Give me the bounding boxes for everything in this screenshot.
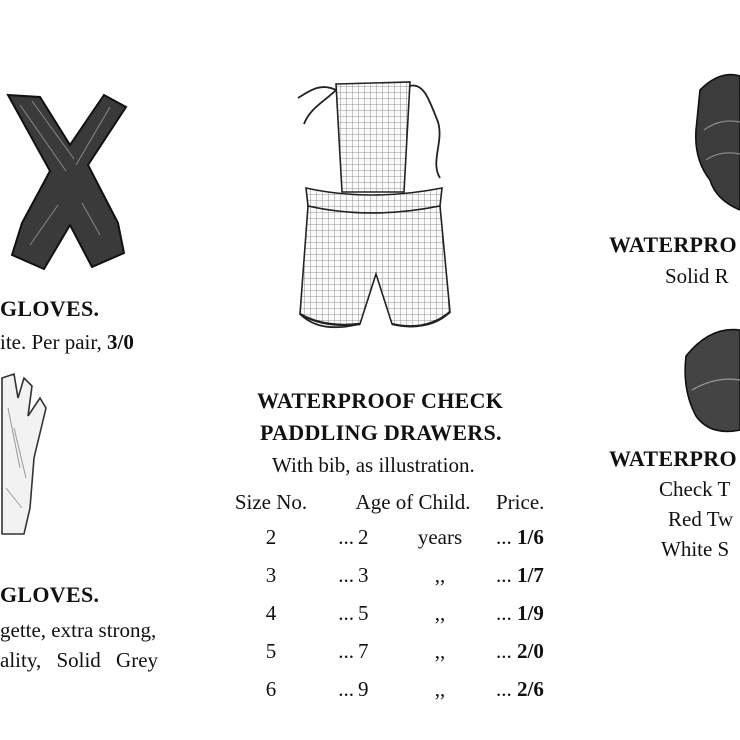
table-row xyxy=(222,670,576,708)
unit-cell: years xyxy=(417,524,463,549)
price-dots: ... xyxy=(496,676,517,701)
price-cell xyxy=(496,670,576,708)
waterproof-bottom-line1: Check T xyxy=(659,477,731,501)
price-dots: ... xyxy=(496,638,517,663)
price-value: 1/9 xyxy=(517,600,544,625)
age-cell: 3 xyxy=(358,562,369,587)
dots-cell: ... xyxy=(338,524,354,549)
table-row xyxy=(222,518,576,556)
size-cell: 5 xyxy=(265,638,277,663)
size-cell: 6 xyxy=(265,676,277,701)
unit-cell: ,, xyxy=(434,638,446,663)
size-price-table xyxy=(222,486,576,708)
price-cell xyxy=(496,594,576,632)
size-cell: 3 xyxy=(265,562,277,587)
price-value: 1/6 xyxy=(517,524,544,549)
header-price: Price. xyxy=(496,489,545,514)
age-cell: 9 xyxy=(358,676,369,701)
gloves-illustration-bottom xyxy=(0,368,60,538)
bonnet-illustration-bottom xyxy=(680,320,740,440)
waterproof-top-heading: WATERPRO xyxy=(609,232,737,257)
price-dots: ... xyxy=(496,600,517,625)
drawers-title-line1: WATERPROOF CHECK xyxy=(257,388,504,413)
age-cell: 7 xyxy=(358,638,369,663)
price-value: 2/0 xyxy=(517,638,544,663)
price-dots: ... xyxy=(496,562,517,587)
table-header-row xyxy=(222,486,576,518)
gloves-bottom-heading: GLOVES. xyxy=(0,582,100,607)
header-age: Age of Child. xyxy=(355,489,471,514)
waterproof-bottom-line2: Red Tw xyxy=(668,507,734,531)
gloves-illustration-top xyxy=(0,85,140,275)
price-value: 1/7 xyxy=(517,562,544,587)
size-cell: 4 xyxy=(265,600,277,625)
price-cell xyxy=(496,518,576,556)
price-cell xyxy=(496,556,576,594)
gloves-top-price: 3/0 xyxy=(107,330,134,354)
waterproof-bottom-line3: White S xyxy=(661,537,730,561)
dots-cell: ... xyxy=(338,676,354,701)
paddling-drawers-illustration xyxy=(280,62,460,372)
unit-cell: ,, xyxy=(434,676,446,701)
unit-cell: ,, xyxy=(434,562,446,587)
age-cell: 2 xyxy=(358,524,369,549)
drawers-subtitle: With bib, as illustration. xyxy=(272,453,475,477)
gloves-bottom-line1: gette, extra strong, xyxy=(0,618,157,642)
dots-cell: ... xyxy=(338,562,354,587)
gloves-top-description xyxy=(0,330,134,355)
unit-cell: ,, xyxy=(434,600,446,625)
dots-cell: ... xyxy=(338,638,354,663)
table-row xyxy=(222,556,576,594)
drawers-title-line2: PADDLING DRAWERS. xyxy=(260,420,502,445)
waterproof-top-line1: Solid R xyxy=(665,264,729,288)
table-row xyxy=(222,594,576,632)
table-row xyxy=(222,632,576,670)
price-value: 2/6 xyxy=(517,676,544,701)
gloves-top-heading: GLOVES. xyxy=(0,296,100,321)
age-cell: 5 xyxy=(358,600,369,625)
gloves-bottom-line2: ality, Solid Grey xyxy=(0,648,159,672)
price-cell xyxy=(496,632,576,670)
size-cell: 2 xyxy=(265,524,277,549)
price-dots: ... xyxy=(496,524,517,549)
bonnet-illustration-top xyxy=(690,70,740,220)
header-size: Size No. xyxy=(234,489,308,514)
gloves-top-desc-text: ite. Per pair, xyxy=(0,330,108,354)
waterproof-bottom-heading: WATERPRO xyxy=(609,446,737,471)
dots-cell: ... xyxy=(338,600,354,625)
